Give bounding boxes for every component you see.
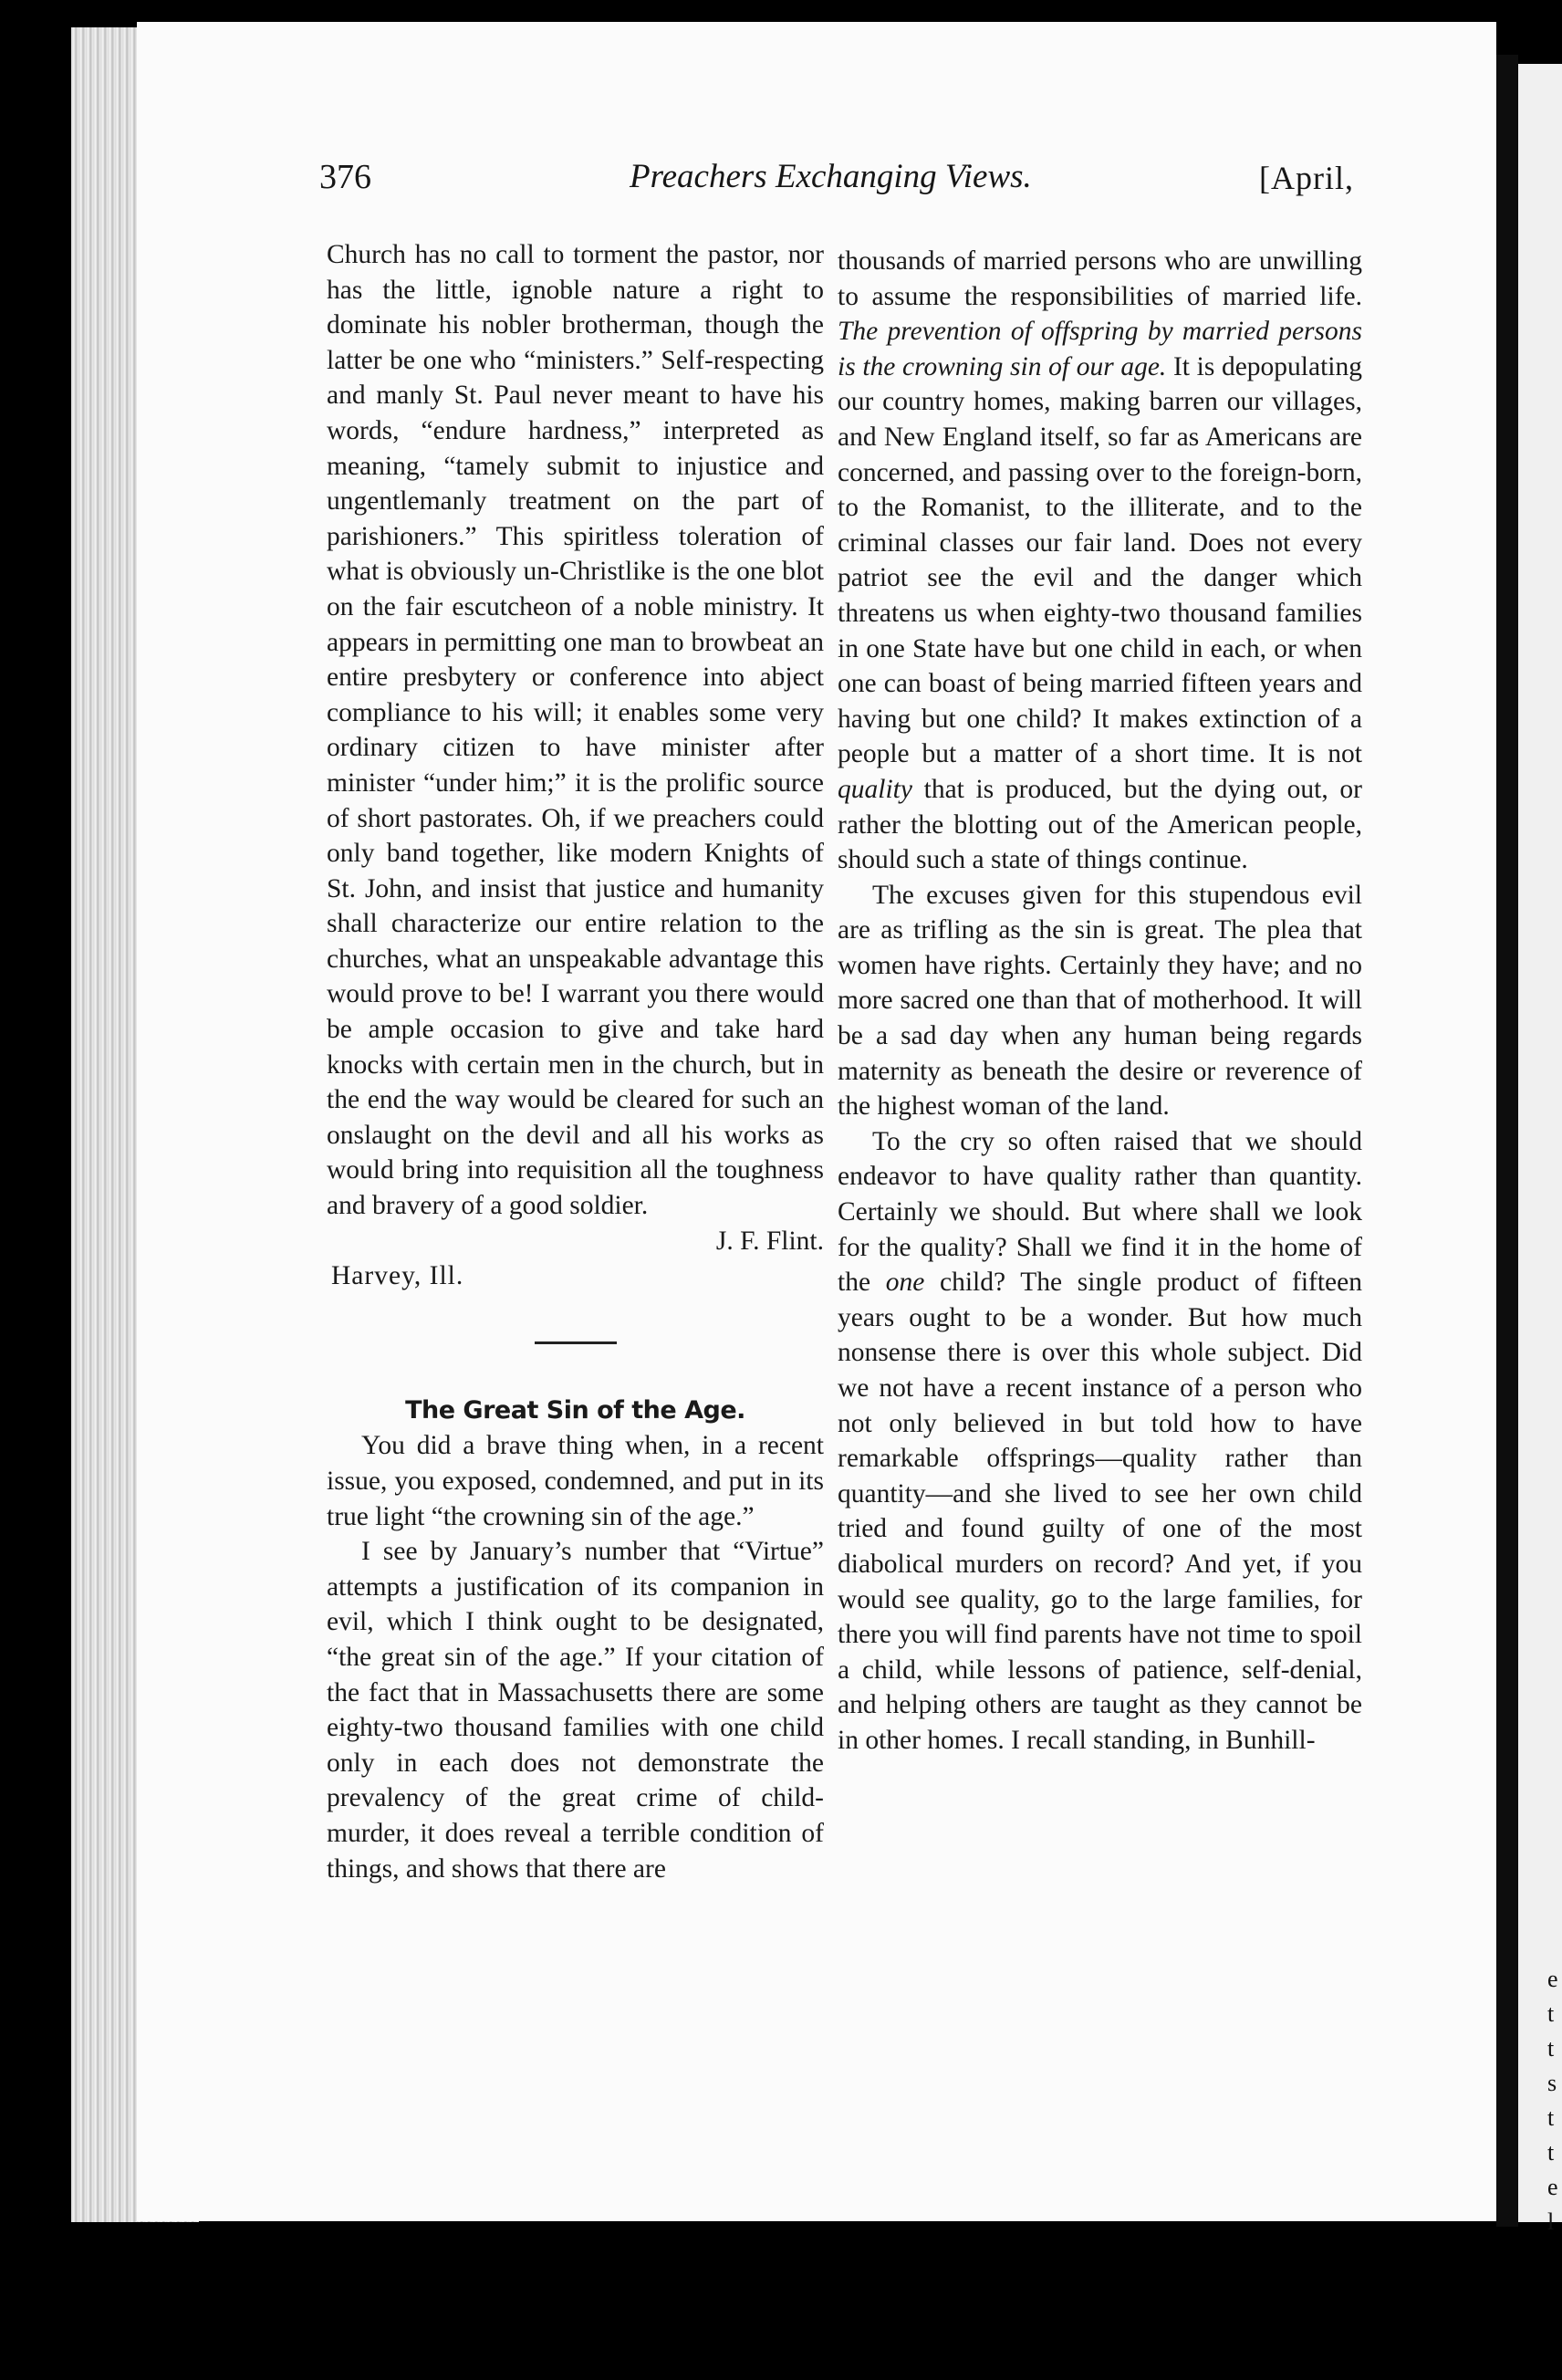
article-paragraph-2: I see by January’s number that “Virtue” attempts a justification of its companion in evil, which I think ought to be designated, “the great sin of the age.” If your citation of the fact that in Massachusetts there are some eighty-two thousand families with one child only in each does not demonstrate the prevalency of the great crime of child-murder, it does reveal a terrible condition of things, and shows that there are: [327, 1537, 824, 1884]
paragraph-5-italic-one: one: [885, 1268, 925, 1298]
paragraph-5-text-a: To the cry so often raised that we should endeavor to have quality rather than quantity. Certainly we should. But where shall we look for the quality? Shall we find it in the home of the: [838, 1126, 1362, 1298]
letter-signature: J. F. Flint.: [715, 1226, 824, 1256]
paragraph-3-text-c: that is produced, but the dying out, or rather the blotting out of the American people, should such a state of things continue.: [838, 774, 1362, 875]
paragraph-3-text-a: thousands of married persons who are unwilling to assume the responsibilities of married life.: [838, 246, 1362, 311]
left-column: [327, 237, 824, 1886]
right-column: [838, 244, 1362, 1759]
paragraph-3-text-b: It is depopulating our country homes, making barren our villages, and New England itself, so far as Americans are concerned, and passing over to the foreign-born, to the Romanist, to the illiterate, and to the criminal classes our fair land. Does not every patriot see the evil and the danger which threatens us when eighty-two thousand families in one State have but one child in each, or when one can boast of being married fifteen years and having but one child? It makes extinction of a people but a matter of a short time. It is not: [838, 351, 1362, 769]
article-paragraph-5: [838, 1124, 1362, 1759]
letter-place: Harvey, Ill.: [331, 1261, 464, 1291]
paragraph-5-text-b: child? The single product of fifteen years ought to be a wonder. But how much nonsense there is over this whole subject. Did we not have a recent instance of a person who not only believed in but told how to have remarkable offsprings—quality rather than quantity—and she lived to see her own child tried and found guilty of one of the most diabolical murders on record? And yet, if you would see quality, go to the large families, for there you will find parents have not time to spoil a child, while lessons of patience, self-denial, and helping others are taught as they cannot be in other homes. I recall standing, in Bunhill-: [838, 1268, 1362, 1755]
paragraph-3-italic-quality: quality: [838, 774, 912, 804]
facing-page-letters: e t t s t t e l: [1547, 1966, 1558, 2235]
running-month: [April,: [1259, 160, 1354, 196]
running-header: [319, 157, 1369, 212]
article-paragraph-1: You did a brave thing when, in a recent issue, you exposed, condemned, and put in its true light “the crowning sin of the age.”: [327, 1431, 824, 1531]
page-number: 376: [319, 158, 371, 196]
article-paragraph-4: The excuses given for this stupendous evil are as trifling as the sin is great. The plea that women have rights. Certainly they have; and no more sacred one than that of motherhood. It will be a sad day when any human being regards maternity as beneath the desire or reverence of the highest woman of the land.: [838, 880, 1362, 1122]
section-divider: [535, 1341, 617, 1344]
article-paragraph-3: [838, 244, 1362, 878]
spine-shadow: [1496, 55, 1518, 2227]
section-title: The Great Sin of the Age.: [405, 1395, 745, 1425]
paragraph-3-italic-thesis: The prevention of offspring by married persons is the crowning sin of our age.: [838, 317, 1362, 381]
letter-body: Church has no call to torment the pastor, nor has the little, ignoble nature a right to dominate his nobler brotherman, though the latter be one who “ministers.” Self-respecting and manly St. Paul never meant to have his words, “endure hardness,” interpreted as meaning, “tamely submit to injustice and ungentlemanly treatment on the part of parishioners.” This spiritless toleration of what is obviously un-Christlike is the one blot on the fair escutcheon of a noble ministry. It appears in permitting one man to browbeat an entire presbytery or conference into abject compliance to his will; it enables some very ordinary citizen to have minister after minister “under him;” it is the prolific source of short pastorates. Oh, if we preachers could only band together, like modern Knights of St. John, and insist that justice and humanity shall characterize our entire relation to the churches, what an unspeakable advantage this would prove to be! I warrant you there would be ample occasion to give and take hard knocks with certain men in the church, but in the end the way would be cleared for such an onslaught on the devil and all his works as would bring into requisition all the toughness and bravery of a good soldier.: [327, 240, 824, 1221]
running-title: Preachers Exchanging Views.: [630, 158, 1032, 195]
facing-page-edge: [1518, 64, 1562, 2222]
